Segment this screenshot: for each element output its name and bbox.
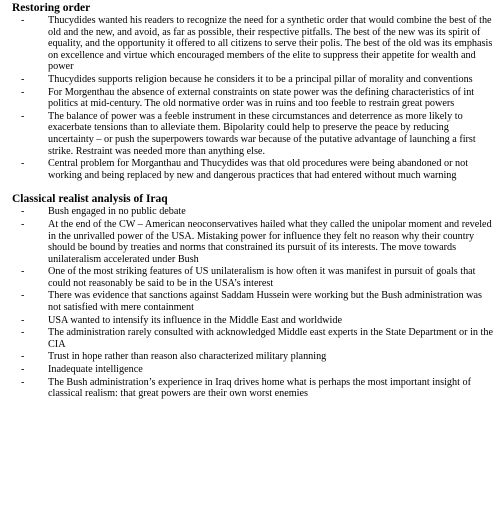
bullet-dash: -	[21, 110, 25, 122]
list-item-text: The Bush administration’s experience in Iraq drives home what is perhaps the most important insight of classical realism: that great powers are their own worst enemies	[48, 376, 471, 400]
bullet-dash: -	[21, 158, 25, 170]
section-heading: Classical realist analysis of Iraq	[12, 193, 168, 206]
list-item-text: Central problem for Morganthau and Thucydides was that old procedures were being abandoned or not working and being replaced by new and dangerous practices that had entered without much warning	[48, 158, 469, 181]
list-item-text: There was evidence that sanctions against Saddam Hussein were working but the Bush administration was not satisfied with mere containment	[48, 290, 482, 314]
list-item	[21, 111, 495, 157]
list-item	[21, 74, 495, 86]
list-item-text: For Morgenthau the absence of external constraints on state power was the defining characteristics of int politics at mid-century. The old normative order was in ruins and too feeble to restrain great powers	[48, 86, 475, 110]
bullet-list	[12, 206, 495, 400]
bullet-dash: -	[21, 314, 25, 326]
section-restoring-order	[12, 2, 495, 181]
list-item	[21, 327, 495, 350]
bullet-dash: -	[21, 15, 25, 26]
bullet-dash: -	[21, 218, 25, 230]
section-heading: Restoring order	[12, 2, 91, 14]
list-item-text: At the end of the CW – American neoconservatives hailed what they called the unipolar moment and reveled in the unrivalled power of the USA. Mistaking power for influence they felt no reason why their country should be bound by treaties and norms that constrained its pursuit of its interests. The move towards unilateralism accelerated under Bush	[48, 218, 492, 265]
bullet-dash: -	[21, 266, 25, 278]
bullet-list	[12, 15, 495, 181]
list-item	[21, 377, 495, 400]
list-item-text: The balance of power was a feeble instrument in these circumstances and deterrence as more likely to exacerbate tensions than to alleviate them. Bipolarity could help to preserve the peace by reducing uncertainty – or push the superpowers towards war because of the putative advantage of launching a first strike. Restraint was needed more than anything else.	[48, 110, 476, 157]
list-item-text: The administration rarely consulted with acknowledged Middle east experts in the State Department or in the CIA	[48, 327, 494, 350]
bullet-dash: -	[21, 73, 25, 85]
list-item-text: One of the most striking features of US unilateralism is how often it was manifest in pursuit of goals that could not reasonably be said to be in the USA’s interest	[48, 266, 476, 289]
section-classical-realist-analysis	[12, 193, 495, 400]
list-item	[21, 364, 495, 376]
bullet-dash: -	[21, 86, 25, 98]
list-item	[21, 158, 495, 181]
list-item	[21, 87, 495, 110]
list-item-text: Bush engaged in no public debate	[48, 206, 186, 218]
list-item-text: USA wanted to intensify its influence in the Middle East and worldwide	[48, 314, 342, 326]
list-item	[21, 315, 495, 327]
list-item	[21, 15, 495, 73]
bullet-dash: -	[21, 327, 25, 339]
list-item-text: Trust in hope rather than reason also characterized military planning	[48, 351, 327, 363]
bullet-dash: -	[21, 351, 25, 363]
list-item	[21, 206, 495, 218]
list-item	[21, 266, 495, 289]
list-item-text: Inadequate intelligence	[48, 364, 143, 376]
list-item	[21, 351, 495, 363]
bullet-dash: -	[21, 376, 25, 388]
list-item-text: Thucydides wanted his readers to recognize the need for a synthetic order that would combine the best of the old and the new, and avoid, as far as possible, their respective pitfalls. The best of the new was its spirit of equality, and the opportunity it offered to all citizens to serve their polis. The best of the old was its emphasis on excellence and virtue which encouraged members of the elite to suppress their appetite for wealth and power	[48, 15, 493, 73]
list-item	[21, 290, 495, 313]
bullet-dash: -	[21, 290, 25, 302]
list-item	[21, 219, 495, 265]
bullet-dash: -	[21, 364, 25, 376]
list-item-text: Thucydides supports religion because he considers it to be a principal pillar of morality and conventions	[48, 73, 473, 85]
bullet-dash: -	[21, 206, 25, 218]
